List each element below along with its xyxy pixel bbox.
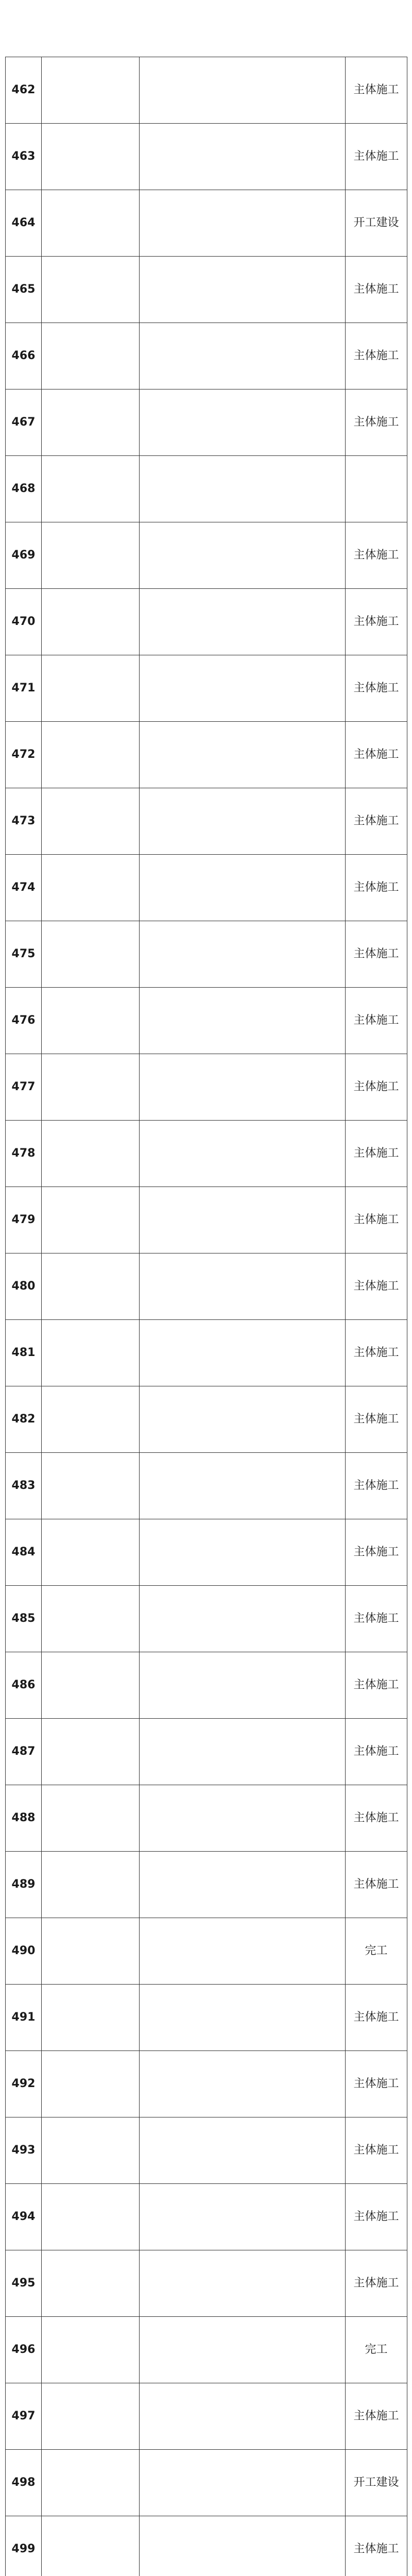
project-name — [42, 2317, 140, 2383]
table-row — [6, 988, 407, 1054]
row-number: 492 — [6, 2051, 42, 2117]
row-number: 475 — [6, 921, 42, 988]
row-number: 471 — [6, 655, 42, 722]
project-name — [42, 190, 140, 257]
project-status: 主体施工 — [346, 2383, 407, 2450]
project-name — [42, 2051, 140, 2117]
row-number: 469 — [6, 522, 42, 589]
row-number: 493 — [6, 2117, 42, 2184]
project-status — [346, 456, 407, 522]
project-scope — [140, 57, 346, 124]
project-status: 主体施工 — [346, 988, 407, 1054]
project-status: 主体施工 — [346, 1054, 407, 1121]
project-scope — [140, 1985, 346, 2051]
table-row — [6, 1785, 407, 1852]
row-number: 494 — [6, 2184, 42, 2250]
project-name — [42, 1719, 140, 1785]
project-scope — [140, 2317, 346, 2383]
project-name — [42, 589, 140, 655]
project-table — [5, 57, 407, 2576]
project-name — [42, 2450, 140, 2516]
project-scope — [140, 257, 346, 323]
row-number: 487 — [6, 1719, 42, 1785]
table-row — [6, 1320, 407, 1386]
project-scope — [140, 456, 346, 522]
table-row — [6, 2117, 407, 2184]
project-scope — [140, 1121, 346, 1187]
table-row — [6, 1253, 407, 1320]
project-scope — [140, 522, 346, 589]
project-scope — [140, 1320, 346, 1386]
row-number: 473 — [6, 788, 42, 855]
row-number: 463 — [6, 124, 42, 190]
project-scope — [140, 1187, 346, 1253]
table-row — [6, 855, 407, 921]
project-status: 主体施工 — [346, 57, 407, 124]
table-row — [6, 190, 407, 257]
row-number: 488 — [6, 1785, 42, 1852]
project-status: 完工 — [346, 2317, 407, 2383]
project-scope — [140, 190, 346, 257]
table-row — [6, 389, 407, 456]
project-status: 主体施工 — [346, 1453, 407, 1519]
table-row — [6, 722, 407, 788]
project-name — [42, 1519, 140, 1586]
table-row — [6, 1918, 407, 1985]
project-name — [42, 2117, 140, 2184]
row-number: 483 — [6, 1453, 42, 1519]
table-row — [6, 1985, 407, 2051]
project-status: 完工 — [346, 1918, 407, 1985]
project-status: 主体施工 — [346, 2184, 407, 2250]
project-status: 主体施工 — [346, 2051, 407, 2117]
project-status: 主体施工 — [346, 1985, 407, 2051]
project-name — [42, 655, 140, 722]
row-number: 481 — [6, 1320, 42, 1386]
table-row — [6, 589, 407, 655]
project-scope — [140, 1918, 346, 1985]
project-scope — [140, 2383, 346, 2450]
row-number: 498 — [6, 2450, 42, 2516]
table-row — [6, 57, 407, 124]
project-scope — [140, 1453, 346, 1519]
row-number: 462 — [6, 57, 42, 124]
row-number: 484 — [6, 1519, 42, 1586]
row-number: 482 — [6, 1386, 42, 1453]
table-row — [6, 788, 407, 855]
table-row — [6, 2250, 407, 2317]
row-number: 485 — [6, 1586, 42, 1652]
project-scope — [140, 855, 346, 921]
table-row — [6, 1719, 407, 1785]
table-row — [6, 1586, 407, 1652]
project-name — [42, 1253, 140, 1320]
table-row — [6, 2051, 407, 2117]
project-scope — [140, 1253, 346, 1320]
table-row — [6, 2383, 407, 2450]
row-number: 464 — [6, 190, 42, 257]
project-name — [42, 57, 140, 124]
project-scope — [140, 589, 346, 655]
project-status: 主体施工 — [346, 1586, 407, 1652]
project-name — [42, 1785, 140, 1852]
table-row — [6, 921, 407, 988]
table-row — [6, 1453, 407, 1519]
project-status: 主体施工 — [346, 1386, 407, 1453]
project-status: 主体施工 — [346, 522, 407, 589]
project-name — [42, 257, 140, 323]
project-status: 主体施工 — [346, 2117, 407, 2184]
project-name — [42, 2516, 140, 2576]
table-row — [6, 323, 407, 389]
project-name — [42, 1652, 140, 1719]
project-name — [42, 722, 140, 788]
project-scope — [140, 921, 346, 988]
project-scope — [140, 788, 346, 855]
project-name — [42, 921, 140, 988]
table-row — [6, 124, 407, 190]
project-scope — [140, 2250, 346, 2317]
project-status: 主体施工 — [346, 2250, 407, 2317]
project-status: 主体施工 — [346, 389, 407, 456]
row-number: 480 — [6, 1253, 42, 1320]
row-number: 476 — [6, 988, 42, 1054]
project-status: 主体施工 — [346, 589, 407, 655]
row-number: 499 — [6, 2516, 42, 2576]
table-row — [6, 655, 407, 722]
project-status: 开工建设 — [346, 2450, 407, 2516]
row-number: 472 — [6, 722, 42, 788]
project-name — [42, 1586, 140, 1652]
project-scope — [140, 1719, 346, 1785]
project-name — [42, 788, 140, 855]
table-row — [6, 2317, 407, 2383]
project-table-body — [6, 57, 407, 2576]
project-status: 主体施工 — [346, 124, 407, 190]
project-name — [42, 1453, 140, 1519]
project-status: 主体施工 — [346, 722, 407, 788]
project-scope — [140, 124, 346, 190]
project-name — [42, 1918, 140, 1985]
table-row — [6, 1852, 407, 1918]
row-number: 478 — [6, 1121, 42, 1187]
project-name — [42, 1852, 140, 1918]
project-scope — [140, 1785, 346, 1852]
project-scope — [140, 1386, 346, 1453]
project-scope — [140, 2450, 346, 2516]
table-row — [6, 2184, 407, 2250]
project-status: 主体施工 — [346, 1320, 407, 1386]
project-name — [42, 1187, 140, 1253]
table-row — [6, 522, 407, 589]
table-row — [6, 1652, 407, 1719]
table-row — [6, 1519, 407, 1586]
project-status: 主体施工 — [346, 921, 407, 988]
row-number: 466 — [6, 323, 42, 389]
project-status: 主体施工 — [346, 1121, 407, 1187]
table-row — [6, 257, 407, 323]
project-name — [42, 2383, 140, 2450]
project-status: 主体施工 — [346, 788, 407, 855]
row-number: 477 — [6, 1054, 42, 1121]
project-status: 主体施工 — [346, 1719, 407, 1785]
table-row — [6, 2516, 407, 2576]
project-scope — [140, 1519, 346, 1586]
project-status: 主体施工 — [346, 855, 407, 921]
table-row — [6, 1386, 407, 1453]
project-status: 主体施工 — [346, 1519, 407, 1586]
project-name — [42, 1386, 140, 1453]
project-name — [42, 2184, 140, 2250]
row-number: 479 — [6, 1187, 42, 1253]
project-status: 主体施工 — [346, 257, 407, 323]
project-name — [42, 1054, 140, 1121]
project-status: 主体施工 — [346, 2516, 407, 2576]
project-scope — [140, 655, 346, 722]
project-scope — [140, 2184, 346, 2250]
project-scope — [140, 2516, 346, 2576]
row-number: 467 — [6, 389, 42, 456]
project-status: 主体施工 — [346, 1652, 407, 1719]
project-name — [42, 855, 140, 921]
table-row — [6, 456, 407, 522]
project-scope — [140, 988, 346, 1054]
project-status: 主体施工 — [346, 1785, 407, 1852]
project-scope — [140, 1586, 346, 1652]
project-scope — [140, 323, 346, 389]
row-number: 491 — [6, 1985, 42, 2051]
project-status: 主体施工 — [346, 1253, 407, 1320]
row-number: 468 — [6, 456, 42, 522]
project-name — [42, 1320, 140, 1386]
project-name — [42, 988, 140, 1054]
table-row — [6, 1121, 407, 1187]
project-status: 主体施工 — [346, 655, 407, 722]
table-row — [6, 1054, 407, 1121]
row-number: 497 — [6, 2383, 42, 2450]
project-name — [42, 1121, 140, 1187]
row-number: 490 — [6, 1918, 42, 1985]
row-number: 496 — [6, 2317, 42, 2383]
row-number: 489 — [6, 1852, 42, 1918]
project-status: 主体施工 — [346, 323, 407, 389]
table-row — [6, 1187, 407, 1253]
project-name — [42, 124, 140, 190]
row-number: 486 — [6, 1652, 42, 1719]
project-name — [42, 323, 140, 389]
project-name — [42, 456, 140, 522]
project-scope — [140, 389, 346, 456]
project-scope — [140, 1652, 346, 1719]
project-scope — [140, 1054, 346, 1121]
project-name — [42, 2250, 140, 2317]
project-status: 主体施工 — [346, 1852, 407, 1918]
project-status: 主体施工 — [346, 1187, 407, 1253]
row-number: 495 — [6, 2250, 42, 2317]
project-name — [42, 389, 140, 456]
table-row — [6, 2450, 407, 2516]
project-scope — [140, 2051, 346, 2117]
project-name — [42, 522, 140, 589]
project-scope — [140, 722, 346, 788]
row-number: 465 — [6, 257, 42, 323]
project-scope — [140, 1852, 346, 1918]
row-number: 474 — [6, 855, 42, 921]
project-scope — [140, 2117, 346, 2184]
project-status: 开工建设 — [346, 190, 407, 257]
project-name — [42, 1985, 140, 2051]
row-number: 470 — [6, 589, 42, 655]
